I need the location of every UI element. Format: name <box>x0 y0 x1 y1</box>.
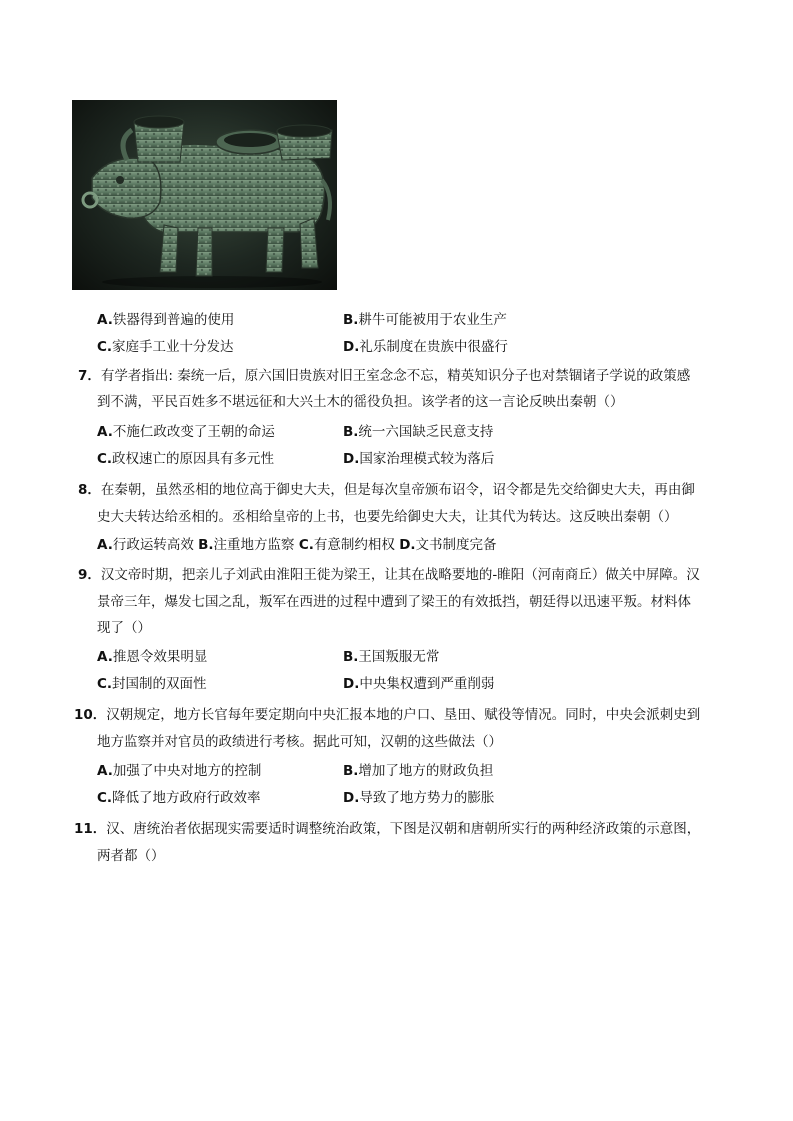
q7-option-b[interactable] <box>343 420 493 440</box>
q7-option-d[interactable] <box>343 447 494 467</box>
option-label: C. <box>97 451 113 467</box>
option-text: 王国叛服无常 <box>358 649 440 665</box>
q9-stem-line-3: 现了（） <box>97 620 151 636</box>
question-number: 10． <box>74 707 107 723</box>
option-text: 礼乐制度在贵族中很盛行 <box>359 339 508 355</box>
q9-stem-line-2: 景帝三年，爆发七国之乱，叛军在西进的过程中遭到了梁王的有效抵挡，朝廷得以迅速平叛。材料体 <box>97 594 691 610</box>
q7-stem-line-1 <box>78 364 690 384</box>
q8-option-b[interactable] <box>198 537 294 553</box>
q6-option-a[interactable] <box>97 308 234 328</box>
option-label: A. <box>97 312 113 328</box>
option-label: D. <box>343 339 360 355</box>
q10-option-a[interactable] <box>97 759 261 779</box>
question-number: 8． <box>78 482 101 498</box>
option-text: 行政运转高效 <box>112 537 194 553</box>
q8-option-a[interactable] <box>97 537 194 553</box>
option-text: 导致了地方势力的膨胀 <box>359 790 495 806</box>
option-label: D. <box>343 451 360 467</box>
option-label: B. <box>343 763 359 779</box>
option-label: A. <box>97 537 113 553</box>
q8-stem-line-1 <box>78 478 695 498</box>
option-text: 推恩令效果明显 <box>112 649 208 665</box>
option-label: A. <box>97 763 113 779</box>
q10-stem-line-2: 地方监察并对官员的政绩进行考核。据此可知，汉朝的这些做法（） <box>97 734 502 750</box>
q6-option-d[interactable] <box>343 335 508 355</box>
question-text: 汉文帝时期，把亲儿子刘武由淮阳王徙为梁王，让其在战略要地的-睢阳（河南商丘）做关中屏障。汉 <box>100 567 700 583</box>
option-text: 统一六国缺乏民意支持 <box>358 424 494 440</box>
q9-option-b[interactable] <box>343 645 439 665</box>
q6-option-b[interactable] <box>343 308 507 328</box>
q7-stem-line-2: 到不满，平民百姓多不堪远征和大兴土木的徭役负担。该学者的这一言论反映出秦朝（） <box>97 394 624 410</box>
q11-stem-line-2: 两者都（） <box>97 848 165 864</box>
option-label: D. <box>343 790 360 806</box>
q6-option-c[interactable] <box>97 335 234 355</box>
q10-stem-line-1 <box>74 703 700 723</box>
q8-option-c[interactable] <box>299 537 395 553</box>
option-label: D. <box>343 676 360 692</box>
question-number: 11． <box>74 821 107 837</box>
q8-options-row <box>97 533 497 553</box>
q10-option-b[interactable] <box>343 759 493 779</box>
option-text: 封国制的双面性 <box>112 676 207 692</box>
q7-option-c[interactable] <box>97 447 274 467</box>
option-text: 增加了地方的财政负担 <box>358 763 494 779</box>
option-text: 铁器得到普遍的使用 <box>112 312 235 328</box>
option-text: 耕牛可能被用于农业生产 <box>358 312 507 328</box>
option-label: C. <box>298 537 314 553</box>
option-text: 降低了地方政府行政效率 <box>112 790 261 806</box>
option-text: 国家治理模式较为落后 <box>359 451 495 467</box>
bronze-ox-vessel-image <box>72 100 337 290</box>
q9-stem-line-1 <box>78 563 700 583</box>
option-text: 政权速亡的原因具有多元性 <box>112 451 275 467</box>
option-label: A. <box>97 424 113 440</box>
option-text: 注重地方监察 <box>213 537 295 553</box>
option-label: C. <box>97 790 113 806</box>
option-text: 中央集权遭到严重削弱 <box>359 676 495 692</box>
option-text: 不施仁政改变了王朝的命运 <box>112 424 275 440</box>
option-text: 家庭手工业十分发达 <box>112 339 234 355</box>
q7-option-a[interactable] <box>97 420 275 440</box>
option-label: A. <box>97 649 113 665</box>
q8-option-d[interactable] <box>399 537 496 553</box>
option-label: B. <box>343 649 359 665</box>
option-label: D. <box>399 537 416 553</box>
option-text: 有意制约相权 <box>313 537 395 553</box>
question-number: 7． <box>78 368 101 384</box>
bronze-ox-vessel-icon <box>72 100 337 290</box>
option-label: B. <box>343 424 359 440</box>
q9-option-d[interactable] <box>343 672 494 692</box>
question-text: 有学者指出: 秦统一后，原六国旧贵族对旧王室念念不忘，精英知识分子也对禁锢诸子学说的政策感 <box>100 368 691 384</box>
question-text: 汉朝规定，地方长官每年要定期向中央汇报本地的户口、垦田、赋役等情况。同时，中央会派刺史到 <box>106 707 701 723</box>
q9-option-a[interactable] <box>97 645 207 665</box>
option-label: C. <box>97 339 113 355</box>
q10-option-d[interactable] <box>343 786 494 806</box>
option-text: 加强了中央对地方的控制 <box>112 763 262 779</box>
option-label: B. <box>198 537 214 553</box>
q10-option-c[interactable] <box>97 786 261 806</box>
q8-stem-line-2: 史大夫转达给丞相的。丞相给皇帝的上书，也要先给御史大夫，让其代为转达。这反映出秦朝（） <box>97 509 678 525</box>
option-label: B. <box>343 312 359 328</box>
q11-stem-line-1 <box>74 817 700 837</box>
question-number: 9． <box>78 567 101 583</box>
option-text: 文书制度完备 <box>415 537 497 553</box>
option-label: C. <box>97 676 113 692</box>
question-text: 在秦朝，虽然丞相的地位高于御史大夫，但是每次皇帝颁布诏令，诏令都是先交给御史大夫，再由御 <box>100 482 695 498</box>
question-text: 汉、唐统治者依据现实需要适时调整统治政策，下图是汉朝和唐朝所实行的两种经济政策的示意图， <box>106 821 701 837</box>
q9-option-c[interactable] <box>97 672 207 692</box>
